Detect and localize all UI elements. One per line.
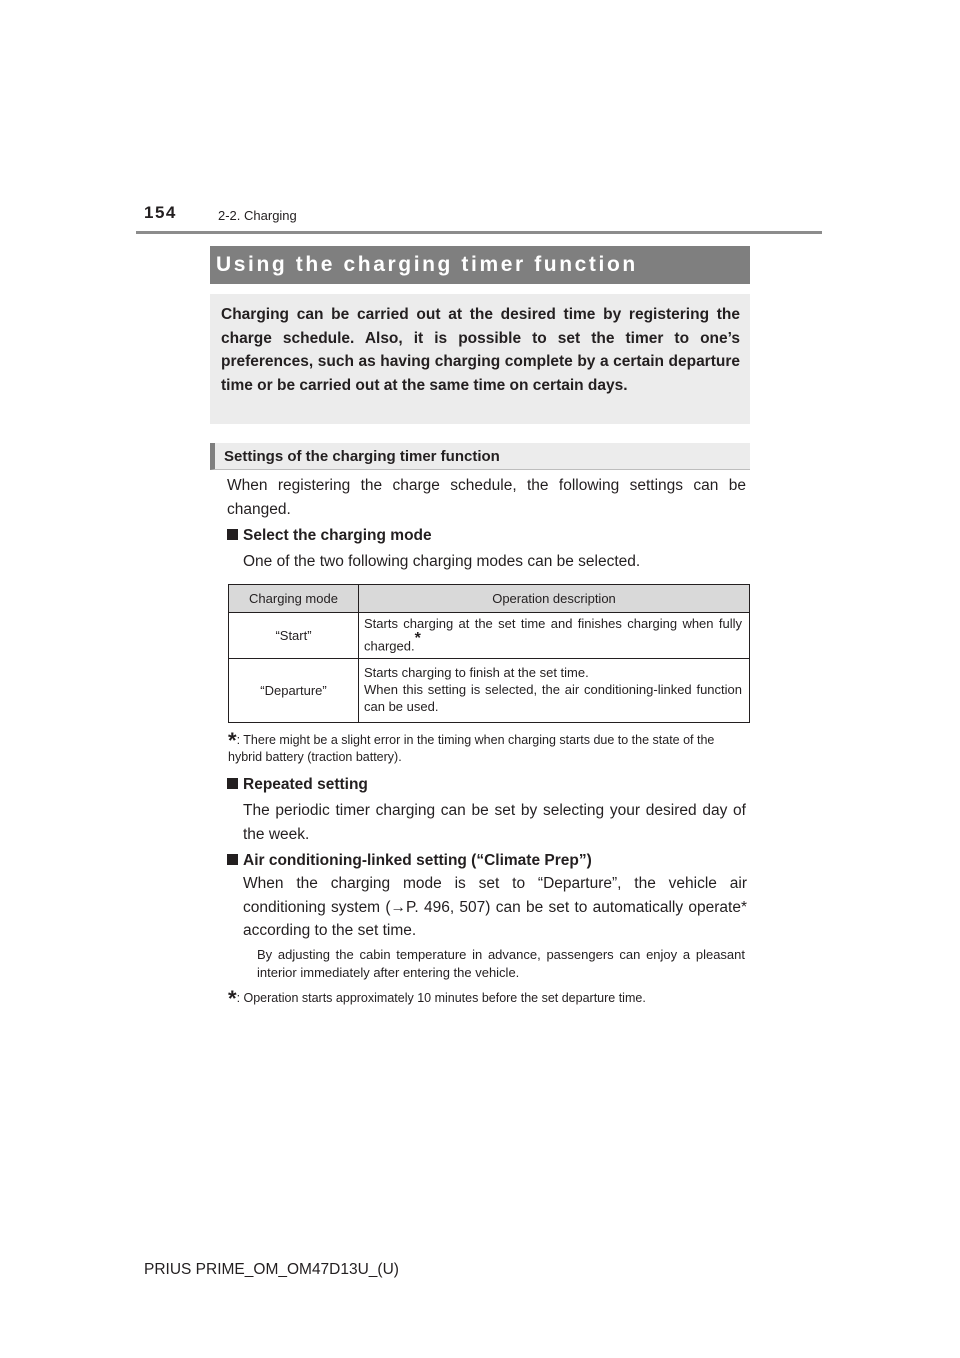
table-header-cell: Operation description xyxy=(359,585,750,613)
intro-summary: Charging can be carried out at the desired time by registering the charge schedule. Also, it is possible to set the timer to one’s preferences, such as having charging complete by a certain departure time or be carried out at the same time on certain days. xyxy=(210,294,750,424)
bullet-heading-repeated: Repeated setting xyxy=(227,773,368,796)
table-header-row xyxy=(229,585,750,613)
table-row xyxy=(229,613,750,659)
table-header-cell: Charging mode xyxy=(229,585,359,613)
footnote-timing: *: There might be a slight error in the timing when charging starts due to the state of the hybrid battery (traction battery). xyxy=(228,728,715,764)
table-row xyxy=(229,659,750,723)
section-label: 2-2. Charging xyxy=(218,208,297,223)
footer-doc-id: PRIUS PRIME_OM_OM47D13U_(U) xyxy=(144,1261,399,1278)
footnote-asterisk: * xyxy=(228,986,237,1011)
charging-mode-text: One of the two following charging modes can be selected. xyxy=(243,553,641,570)
page-title: Using the charging timer function xyxy=(210,246,750,284)
page-number: 154 xyxy=(144,203,177,222)
bullet-square-icon xyxy=(227,529,238,540)
table-cell-description: Starts charging to finish at the set time. When this setting is selected, the air conditioning-linked function can be used. xyxy=(359,659,750,723)
table-cell-description: Starts charging at the set time and finishes charging when fully charged.* xyxy=(359,613,750,659)
bullet-square-icon xyxy=(227,778,238,789)
bullet-square-icon xyxy=(227,854,238,865)
bullet-heading-climate: Air conditioning-linked setting (“Climate Prep”) xyxy=(227,849,592,872)
bullet-heading-charging-mode: Select the charging mode xyxy=(227,524,432,547)
table-cell-mode: “Start” xyxy=(229,613,359,659)
repeated-setting-text: The periodic timer charging can be set by selecting your desired day of the week. xyxy=(243,802,746,843)
table-cell-mode: “Departure” xyxy=(229,659,359,723)
settings-intro-text: When registering the charge schedule, the following settings can be changed. xyxy=(227,477,746,518)
climate-note-text: By adjusting the cabin temperature in advance, passengers can enjoy a pleasant interior immediately after entering the vehicle. xyxy=(257,947,745,980)
footnote-asterisk: * xyxy=(228,728,237,753)
arrow-right-icon: → xyxy=(390,898,407,916)
section-subheading: Settings of the charging timer function xyxy=(210,443,750,470)
footnote-operation: *: Operation starts approximately 10 minutes before the set departure time. xyxy=(228,986,646,1011)
climate-setting-text: When the charging mode is set to “Departure”, the vehicle air conditioning system (→P. 496, 507) can be set to automatically operate* according to the set time. xyxy=(243,875,748,939)
charging-mode-table xyxy=(228,584,750,723)
header-divider xyxy=(136,231,822,234)
